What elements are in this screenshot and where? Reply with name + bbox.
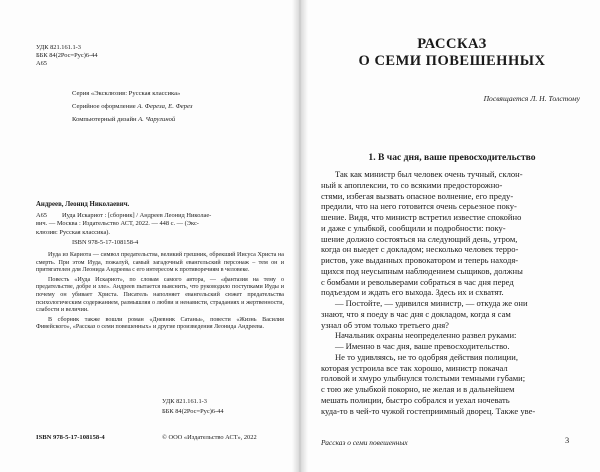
story-line: с бомбами и револьверами собраться в час дня перед: [321, 276, 514, 287]
catalog-udk: УДК 821.161.1-3: [36, 44, 81, 51]
computer-design-credit: Компьютерный дизайн А. Чаругиной: [72, 116, 176, 123]
story-paragraph: [321, 169, 579, 298]
bibliographic-record: [36, 212, 286, 237]
bbk-line: ББК 84(2Рос=Рус)6-44: [162, 407, 224, 415]
book-gutter: [292, 0, 308, 472]
isbn-record: ISBN 978-5-17-108158-4: [72, 239, 139, 246]
udk-bbk-block: [162, 397, 224, 416]
page-number: 3: [565, 436, 570, 445]
running-head: Рассказ о семи повешенных: [321, 438, 408, 447]
story-line: с тою же улыбкой покорно, не желая и в дальнейшем: [321, 384, 515, 394]
story-line: Начальник охраны неопределенно развел руками:: [335, 330, 517, 341]
biblio-line: вич. — Москва : Издательство АСТ, 2022. — 448 с. — (Экс-: [36, 220, 199, 228]
story-line: когда он выедет с докладом; несколько человек терро-: [321, 244, 519, 255]
story-line: подъездом и ждать его выхода. Здесь их и схватят.: [321, 287, 504, 298]
story-line: стями, избегая вызвать опасное волнение, его преду-: [321, 190, 514, 201]
series-credits: [72, 87, 282, 126]
author-heading: Андреев, Леонид Николаевич.: [36, 201, 130, 208]
story-line: ный к апоплексии, то со всякими предосторожно-: [321, 179, 503, 190]
story-line: знают, что я поеду в час дня с докладом, когда я сам: [321, 308, 511, 319]
story-paragraph: [321, 352, 579, 417]
copyright: © ООО «Издательство АСТ», 2022: [162, 434, 257, 441]
udk-line: УДК 821.161.1-3: [162, 398, 207, 405]
biblio-line: А65 Иуда Искариот : [сборник] / Андреев Леонид Николае-: [36, 212, 212, 219]
story-line: щихся под неусыпным наблюдением сыщиков, должны: [321, 265, 523, 276]
story-line: — Именно в час дня, ваше превосходительство.: [335, 341, 510, 351]
biblio-code: А65: [36, 212, 48, 219]
story-title: [304, 36, 600, 70]
isbn-bottom: ISBN 978-5-17-108158-4: [36, 434, 105, 441]
dedication: Посвящается Л. Н. Толстому: [483, 94, 580, 103]
catalog-author-mark: А65: [36, 60, 48, 67]
biblio-line: клюзив: Русская классика).: [36, 228, 111, 236]
story-title-line: О СЕМИ ПОВЕШЕННЫХ: [358, 53, 546, 69]
story-paragraph: [321, 330, 579, 341]
story-title-line: РАССКАЗ: [417, 36, 487, 52]
catalog-bbk: ББК 84(2Рос=Рус)6-44: [36, 52, 98, 59]
story-line: шение должно состояться на следующий день, утром,: [321, 233, 518, 244]
story-line: — Постойте, — удивился министр, — откуда же они: [335, 298, 528, 308]
story-line: Так как министр был человек очень тучный, склон-: [335, 169, 523, 179]
story-paragraph: [321, 298, 579, 330]
story-line: и даже с улыбкой, сообщили и подробности: поку-: [321, 222, 506, 233]
annotation-paragraph: Повесть «Иуда Искариот», по словам самого автора, — «фантазия на тему о предательстве, добре и зле». Андреев пытается выяснить, что руководило поступками Иуды и почему он убивает Христа. Писатель наполняет евангельский сюжет предательства психологическим содержанием, размышляя о любви и ненависти, страданиях и жертвенности, слабости и величии.: [36, 276, 284, 314]
story-line: ристов, уже выданных провокатором и теперь находя-: [321, 255, 519, 265]
chapter-heading: 1. В час дня, ваше превосходительство: [368, 152, 536, 163]
story-line: узнал об этом только третьего дня?: [321, 319, 449, 330]
annotation: [36, 252, 284, 332]
story-body: [321, 169, 579, 416]
annotation-paragraph: Иуда из Кариота — символ предательства, великий грешник, обрекший Иисуса Христа на смерть. При этом Иуда, пожалуй, самый загадочный евангельский персонаж – тем он и притягателен для Леонида Андреева с его интересом к противоречиям в человеке.: [36, 252, 284, 274]
series-name: Серия «Эксклюзив: Русская классика»: [72, 90, 181, 97]
story-line: головой и хмуро улыбнулся толстыми темными губами;: [321, 373, 526, 384]
annotation-paragraph: В сборник также вошли роман «Дневник Сатаны», повести «Жизнь Василия Фивейского», «Рассказ о семи повешенных» и другие произведения Леонида Андреева.: [36, 316, 284, 331]
story-line: Не то удивляясь, не то одобряя действия полиции,: [335, 351, 518, 362]
story-line: которая устроила все так хорошо, министр покачал: [321, 362, 508, 373]
catalog-codes: [36, 44, 98, 68]
story-paragraph: [321, 341, 579, 352]
story-line: мешать полиции, быстро собрался и уехал ночевать: [321, 394, 510, 405]
story-line: шение. Видя, что министр встретил известие спокойно: [321, 212, 522, 222]
series-design-credit: Серийное оформление А. Фереза, Е. Ферез: [72, 103, 193, 110]
story-line: предили, что на него готовится очень серьезное поку-: [321, 201, 517, 212]
story-line: куда-то в чей-то чужой гостеприимный дворец. Также уве-: [321, 405, 536, 416]
